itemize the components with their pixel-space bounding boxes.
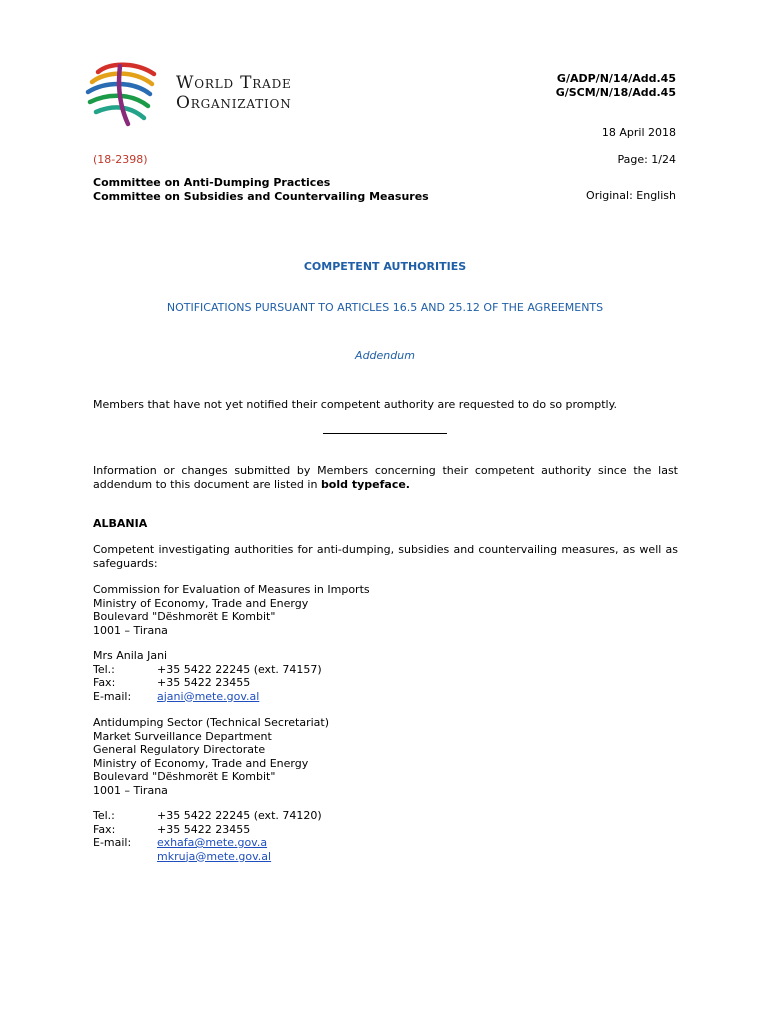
subtitle: NOTIFICATIONS PURSUANT TO ARTICLES 16.5 AND 25.12 OF THE AGREEMENTS	[166, 301, 604, 314]
address-line: Ministry of Economy, Trade and Energy	[93, 596, 309, 610]
info-paragraph	[93, 464, 678, 491]
address-block-2	[93, 716, 678, 797]
tel-label: Tel.:	[93, 662, 115, 676]
address-line: Commission for Evaluation of Measures in Imports	[93, 583, 370, 596]
info-text: Information or changes submitted by Members concerning their competent authority since the last addendum to this document are listed in	[93, 464, 678, 491]
document-date: 18 April 2018	[601, 126, 676, 139]
info-bold-text: bold typeface.	[320, 477, 410, 491]
original-language: Original: English	[586, 189, 676, 202]
addendum-label: Addendum	[355, 349, 415, 362]
email-link[interactable]: mkruja@mete.gov.al	[157, 849, 272, 863]
page-number: Page: 1/24	[617, 153, 676, 166]
tel-value: +35 5422 22245 (ext. 74120)	[157, 809, 322, 822]
address-line: 1001 – Tirana	[93, 623, 168, 637]
email-row-2	[93, 850, 678, 864]
committees	[93, 176, 429, 204]
main-title: COMPETENT AUTHORITIES	[303, 260, 467, 273]
fax-label: Fax:	[93, 822, 116, 836]
committee-anti-dumping: Committee on Anti-Dumping Practices	[93, 176, 331, 189]
address-line: Ministry of Economy, Trade and Energy	[93, 756, 309, 770]
org-name-line2: Organization	[176, 93, 292, 113]
country-heading: ALBANIA	[93, 517, 148, 530]
address-line: Antidumping Sector (Technical Secretariat)	[93, 716, 330, 729]
address-line: Boulevard "Dëshmorët E Kombit"	[93, 610, 276, 623]
committee-subsidies: Committee on Subsidies and Countervailing Measures	[93, 190, 429, 203]
document-symbols	[556, 72, 676, 100]
address-line: General Regulatory Directorate	[93, 743, 266, 756]
contact-name: Mrs Anila Jani	[93, 649, 168, 662]
email-label: E-mail:	[93, 689, 132, 703]
fax-label: Fax:	[93, 676, 116, 689]
fax-value: +35 5422 23455	[157, 822, 251, 836]
email-row	[93, 690, 678, 704]
email-label: E-mail:	[93, 836, 132, 849]
email-link[interactable]: exhafa@mete.gov.a	[157, 836, 268, 849]
separator-rule	[323, 433, 447, 434]
tel-value: +35 5422 22245 (ext. 74157)	[157, 662, 322, 676]
tel-row	[93, 663, 678, 677]
contact-block-1	[93, 649, 678, 703]
fax-row	[93, 823, 678, 837]
document-symbol-adp: G/ADP/N/14/Add.45	[556, 72, 676, 85]
tel-label: Tel.:	[93, 809, 115, 822]
authority-description: Competent investigating authorities for anti-dumping, subsidies and countervailing measures, as well as safeguards:	[93, 543, 678, 570]
contact-block-2	[93, 809, 678, 863]
email-row	[93, 836, 678, 850]
tel-row	[93, 809, 678, 823]
org-name-line1: World Trade	[176, 73, 292, 93]
address-line: 1001 – Tirana	[93, 783, 168, 797]
fax-row	[93, 676, 678, 690]
wto-logo-icon	[84, 58, 164, 130]
organization-name	[176, 73, 292, 113]
address-line: Boulevard "Dëshmorët E Kombit"	[93, 770, 276, 783]
document-symbol-scm: G/SCM/N/18/Add.45	[555, 86, 676, 99]
address-block-1	[93, 583, 678, 637]
request-paragraph: Members that have not yet notified their competent authority are requested to do so promptly.	[93, 398, 618, 411]
email-link[interactable]: ajani@mete.gov.al	[157, 689, 260, 703]
address-line: Market Surveillance Department	[93, 729, 272, 743]
document-number: (18-2398)	[93, 153, 148, 166]
fax-value: +35 5422 23455	[157, 676, 251, 689]
